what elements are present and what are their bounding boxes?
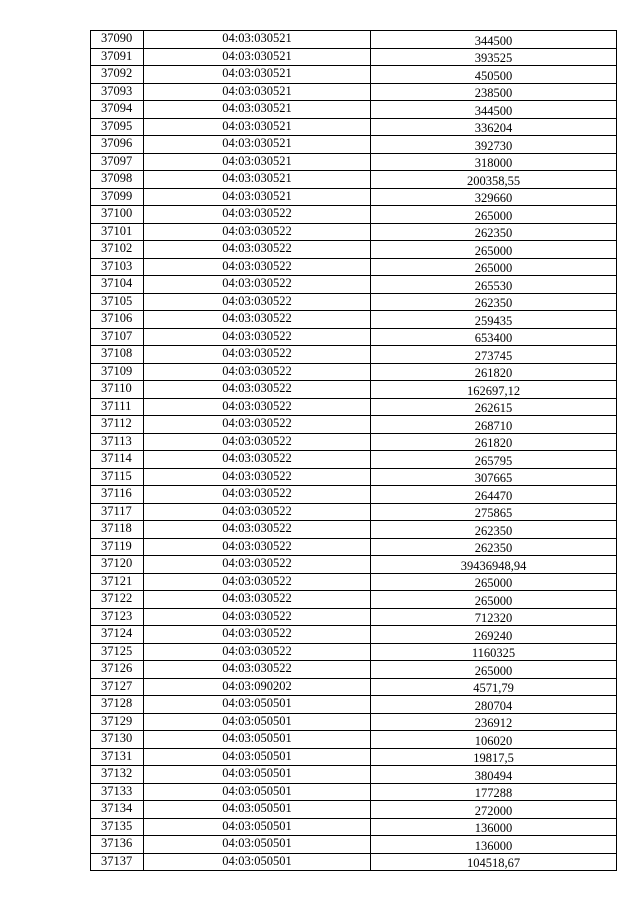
table-row [91,153,617,171]
table-row [91,206,617,224]
cadastral-code-cell: 04:03:030521 [144,101,371,119]
table-row [91,853,617,871]
cadastral-code-cell: 04:03:030521 [144,83,371,101]
row-number-cell: 37093 [91,83,144,101]
row-number-cell: 37095 [91,118,144,136]
cadastral-code-cell: 04:03:030522 [144,346,371,364]
cadastral-code-cell: 04:03:030522 [144,468,371,486]
table-row [91,276,617,294]
cadastral-code-cell: 04:03:050501 [144,748,371,766]
row-number-cell: 37119 [91,538,144,556]
cadastral-code-cell: 04:03:030522 [144,556,371,574]
value-cell: 265000 [371,258,617,276]
value-cell: 307665 [371,468,617,486]
value-cell: 177288 [371,783,617,801]
cadastral-code-cell: 04:03:030522 [144,538,371,556]
row-number-cell: 37121 [91,573,144,591]
cadastral-code-cell: 04:03:050501 [144,783,371,801]
cadastral-code-cell: 04:03:030521 [144,118,371,136]
row-number-cell: 37137 [91,853,144,871]
value-cell: 393525 [371,48,617,66]
value-cell: 273745 [371,346,617,364]
register-table-body [91,31,617,871]
cadastral-code-cell: 04:03:030522 [144,241,371,259]
value-cell: 262350 [371,521,617,539]
value-cell: 280704 [371,696,617,714]
cadastral-code-cell: 04:03:030522 [144,398,371,416]
table-row [91,591,617,609]
value-cell: 380494 [371,766,617,784]
cadastral-code-cell: 04:03:030522 [144,643,371,661]
cadastral-code-cell: 04:03:030522 [144,293,371,311]
table-row [91,731,617,749]
cadastral-code-cell: 04:03:050501 [144,818,371,836]
row-number-cell: 37132 [91,766,144,784]
cadastral-code-cell: 04:03:050501 [144,731,371,749]
value-cell: 104518,67 [371,853,617,871]
cadastral-code-cell: 04:03:030521 [144,31,371,49]
table-row [91,293,617,311]
value-cell: 1160325 [371,643,617,661]
value-cell: 264470 [371,486,617,504]
value-cell: 265000 [371,591,617,609]
row-number-cell: 37101 [91,223,144,241]
row-number-cell: 37130 [91,731,144,749]
cadastral-code-cell: 04:03:030522 [144,661,371,679]
row-number-cell: 37107 [91,328,144,346]
cadastral-code-cell: 04:03:030521 [144,188,371,206]
row-number-cell: 37092 [91,66,144,84]
value-cell: 238500 [371,83,617,101]
value-cell: 269240 [371,626,617,644]
cadastral-code-cell: 04:03:030522 [144,608,371,626]
cadastral-code-cell: 04:03:030522 [144,591,371,609]
row-number-cell: 37114 [91,451,144,469]
row-number-cell: 37097 [91,153,144,171]
row-number-cell: 37129 [91,713,144,731]
table-row [91,451,617,469]
cadastral-code-cell: 04:03:030522 [144,626,371,644]
table-row [91,713,617,731]
table-row [91,48,617,66]
row-number-cell: 37103 [91,258,144,276]
cadastral-code-cell: 04:03:030522 [144,486,371,504]
row-number-cell: 37090 [91,31,144,49]
value-cell: 318000 [371,153,617,171]
value-cell: 261820 [371,363,617,381]
value-cell: 329660 [371,188,617,206]
table-row [91,556,617,574]
cadastral-code-cell: 04:03:030521 [144,48,371,66]
value-cell: 200358,55 [371,171,617,189]
table-row [91,626,617,644]
table-row [91,521,617,539]
row-number-cell: 37102 [91,241,144,259]
row-number-cell: 37096 [91,136,144,154]
table-row [91,363,617,381]
value-cell: 4571,79 [371,678,617,696]
table-row [91,836,617,854]
table-row [91,311,617,329]
table-row [91,83,617,101]
value-cell: 344500 [371,101,617,119]
row-number-cell: 37091 [91,48,144,66]
table-row [91,433,617,451]
table-row [91,381,617,399]
row-number-cell: 37112 [91,416,144,434]
cadastral-code-cell: 04:03:030522 [144,258,371,276]
value-cell: 272000 [371,801,617,819]
table-row [91,171,617,189]
cadastral-code-cell: 04:03:030522 [144,328,371,346]
table-row [91,136,617,154]
value-cell: 265000 [371,573,617,591]
row-number-cell: 37113 [91,433,144,451]
cadastral-code-cell: 04:03:030522 [144,223,371,241]
value-cell: 450500 [371,66,617,84]
row-number-cell: 37104 [91,276,144,294]
table-row [91,346,617,364]
table-row [91,468,617,486]
cadastral-code-cell: 04:03:030522 [144,433,371,451]
table-row [91,101,617,119]
table-row [91,31,617,49]
table-row [91,503,617,521]
cadastral-code-cell: 04:03:030521 [144,136,371,154]
table-row [91,643,617,661]
row-number-cell: 37099 [91,188,144,206]
cadastral-code-cell: 04:03:090202 [144,678,371,696]
value-cell: 259435 [371,311,617,329]
cadastral-code-cell: 04:03:050501 [144,853,371,871]
value-cell: 236912 [371,713,617,731]
value-cell: 136000 [371,818,617,836]
table-row [91,818,617,836]
row-number-cell: 37118 [91,521,144,539]
table-row [91,241,617,259]
table-row [91,783,617,801]
cadastral-code-cell: 04:03:030521 [144,153,371,171]
row-number-cell: 37126 [91,661,144,679]
value-cell: 136000 [371,836,617,854]
cadastral-code-cell: 04:03:030522 [144,503,371,521]
row-number-cell: 37135 [91,818,144,836]
value-cell: 262350 [371,538,617,556]
cadastral-code-cell: 04:03:050501 [144,713,371,731]
row-number-cell: 37105 [91,293,144,311]
row-number-cell: 37125 [91,643,144,661]
cadastral-code-cell: 04:03:030522 [144,521,371,539]
row-number-cell: 37108 [91,346,144,364]
cadastral-code-cell: 04:03:050501 [144,696,371,714]
value-cell: 106020 [371,731,617,749]
register-table [90,30,617,871]
cadastral-code-cell: 04:03:030521 [144,171,371,189]
row-number-cell: 37136 [91,836,144,854]
row-number-cell: 37111 [91,398,144,416]
table-row [91,748,617,766]
value-cell: 265530 [371,276,617,294]
cadastral-code-cell: 04:03:030522 [144,416,371,434]
row-number-cell: 37133 [91,783,144,801]
table-row [91,66,617,84]
cadastral-code-cell: 04:03:030522 [144,206,371,224]
row-number-cell: 37100 [91,206,144,224]
row-number-cell: 37094 [91,101,144,119]
table-row [91,766,617,784]
cadastral-code-cell: 04:03:030522 [144,276,371,294]
value-cell: 653400 [371,328,617,346]
value-cell: 712320 [371,608,617,626]
row-number-cell: 37109 [91,363,144,381]
row-number-cell: 37116 [91,486,144,504]
table-row [91,328,617,346]
value-cell: 261820 [371,433,617,451]
row-number-cell: 37131 [91,748,144,766]
table-row [91,188,617,206]
row-number-cell: 37122 [91,591,144,609]
cadastral-code-cell: 04:03:030522 [144,381,371,399]
value-cell: 275865 [371,503,617,521]
row-number-cell: 37120 [91,556,144,574]
row-number-cell: 37115 [91,468,144,486]
row-number-cell: 37127 [91,678,144,696]
value-cell: 265000 [371,661,617,679]
row-number-cell: 37134 [91,801,144,819]
table-row [91,538,617,556]
table-row [91,258,617,276]
value-cell: 392730 [371,136,617,154]
value-cell: 336204 [371,118,617,136]
row-number-cell: 37117 [91,503,144,521]
row-number-cell: 37110 [91,381,144,399]
value-cell: 262350 [371,293,617,311]
table-row [91,416,617,434]
row-number-cell: 37123 [91,608,144,626]
value-cell: 344500 [371,31,617,49]
value-cell: 39436948,94 [371,556,617,574]
table-row [91,696,617,714]
cadastral-code-cell: 04:03:050501 [144,766,371,784]
cadastral-code-cell: 04:03:030522 [144,363,371,381]
cadastral-code-cell: 04:03:050501 [144,801,371,819]
table-row [91,398,617,416]
value-cell: 262615 [371,398,617,416]
cadastral-code-cell: 04:03:030521 [144,66,371,84]
row-number-cell: 37106 [91,311,144,329]
value-cell: 268710 [371,416,617,434]
value-cell: 265000 [371,241,617,259]
table-row [91,801,617,819]
cadastral-code-cell: 04:03:030522 [144,573,371,591]
table-row [91,118,617,136]
row-number-cell: 37124 [91,626,144,644]
value-cell: 265795 [371,451,617,469]
cadastral-code-cell: 04:03:050501 [144,836,371,854]
table-row [91,661,617,679]
table-row [91,573,617,591]
table-row [91,223,617,241]
table-row [91,486,617,504]
row-number-cell: 37128 [91,696,144,714]
value-cell: 265000 [371,206,617,224]
value-cell: 19817,5 [371,748,617,766]
table-row [91,608,617,626]
cadastral-code-cell: 04:03:030522 [144,451,371,469]
value-cell: 262350 [371,223,617,241]
cadastral-code-cell: 04:03:030522 [144,311,371,329]
value-cell: 162697,12 [371,381,617,399]
row-number-cell: 37098 [91,171,144,189]
table-row [91,678,617,696]
